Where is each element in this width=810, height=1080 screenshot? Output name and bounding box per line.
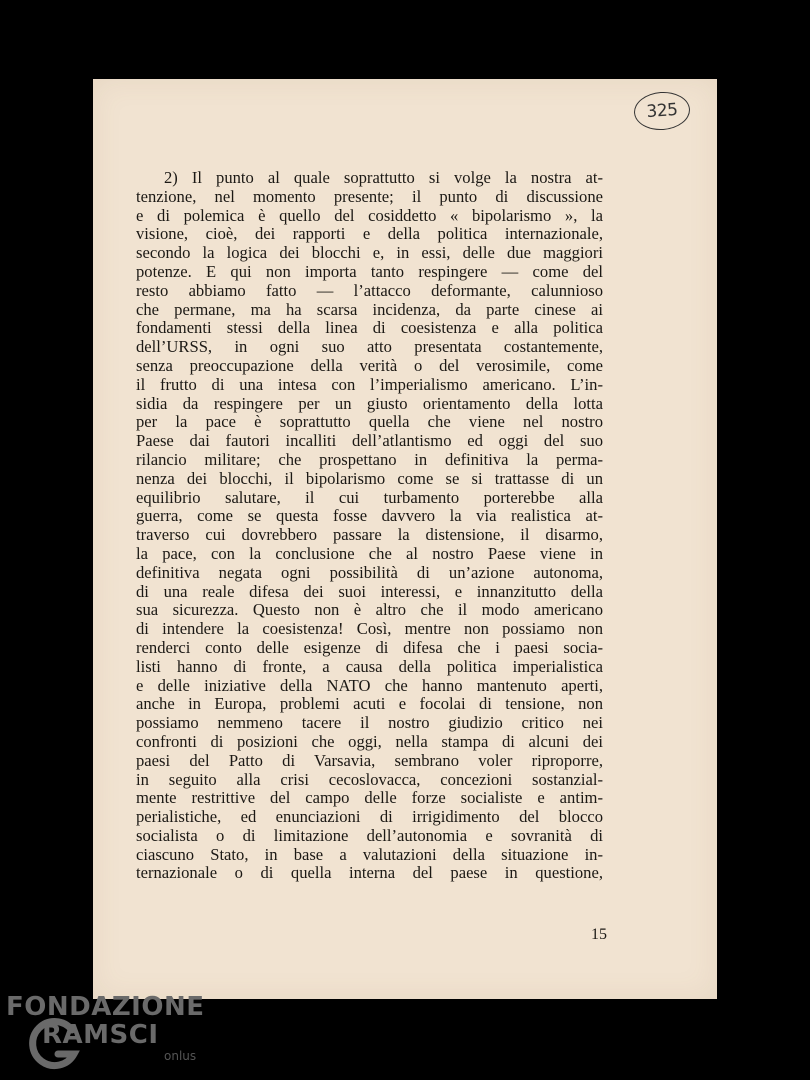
text-line: in seguito alla crisi cecoslovacca, concezioni sostanzial- (136, 769, 603, 789)
text-line: dell’URSS, in ogni suo atto presentata costantemente, (136, 337, 603, 357)
text-line: secondo la logica dei blocchi e, in essi, delle due maggiori (136, 243, 603, 263)
archive-number-stamp: 325 (633, 90, 692, 132)
text-line: sidia da respingere per un giusto orientamento della lotta (136, 393, 603, 413)
text-line: equilibrio salutare, il cui turbamento porterebbe alla (136, 487, 603, 507)
text-line: sua sicurezza. Questo non è altro che il modo americano (136, 600, 603, 620)
text-line: guerra, come se questa fosse davvero la via realistica at- (136, 506, 603, 526)
text-line: listi hanno di fronte, a causa della politica imperialistica (136, 656, 603, 676)
text-line: e delle iniziative della NATO che hanno mantenuto aperti, (136, 675, 603, 695)
text-line: paesi del Patto di Varsavia, sembrano voler riproporre, (136, 750, 603, 770)
text-line: la pace, con la conclusione che al nostro Paese viene in (136, 543, 603, 563)
text-line: di intendere la coesistenza! Così, mentre non possiamo non (136, 619, 603, 639)
text-line: resto abbiamo fatto — l’attacco deformante, calunnioso (136, 280, 603, 300)
fondazione-gramsci-watermark (6, 992, 206, 1072)
watermark-suffix: onlus (164, 1049, 197, 1063)
text-line: ternazionale o di quella interna del paese in questione, (136, 863, 603, 883)
text-line: nenza dei blocchi, il bipolarismo come se si trattasse di un (136, 468, 603, 488)
text-line: possiamo nemmeno tacere il nostro giudizio critico nei (136, 713, 603, 733)
text-line: 2) Il punto al quale soprattutto si volge la nostra at- (164, 168, 603, 187)
text-line: fondamenti stessi della linea di coesistenza e alla politica (136, 318, 603, 338)
text-line: visione, cioè, dei rapporti e della politica internazionale, (136, 224, 603, 244)
text-line: renderci conto delle esigenze di difesa che i paesi socia- (136, 637, 603, 657)
text-line: rilancio militare; che prospettano in definitiva la perma- (136, 449, 603, 469)
body-text (136, 169, 603, 883)
watermark-subtitle: RAMSCI (42, 1020, 159, 1050)
text-line: perialistiche, ed enunciazioni di irrigidimento del blocco (136, 807, 603, 827)
text-line: potenze. E qui non importa tanto respingere — come del (136, 261, 603, 281)
text-line: mente restrittive del campo delle forze socialiste e antim- (136, 788, 603, 808)
text-line: e di polemica è quello del cosiddetto « bipolarismo », la (136, 205, 603, 225)
text-line: per la pace è soprattutto quella che viene nel nostro (136, 412, 603, 432)
text-line: il frutto di una intesa con l’imperialismo americano. L’in- (136, 374, 603, 394)
text-line: di una reale difesa dei suoi interessi, e innanzitutto della (136, 581, 603, 601)
text-line: tenzione, nel momento presente; il punto di discussione (136, 186, 603, 206)
document-page (93, 79, 717, 999)
text-line: senza preoccupazione della verità o del verosimile, come (136, 355, 603, 375)
text-line: ciascuno Stato, in base a valutazioni della situazione in- (136, 844, 603, 864)
text-line: che permane, ma ha scarsa incidenza, da parte cinese ai (136, 299, 603, 319)
text-line: definitiva negata ogni possibilità di un’azione autonoma, (136, 562, 603, 582)
page-number: 15 (591, 926, 607, 943)
text-line: confronti di posizioni che oggi, nella stampa di alcuni dei (136, 731, 603, 751)
text-line: socialista o di limitazione dell’autonomia e sovranità di (136, 825, 603, 845)
text-line: Paese dai fautori incalliti dell’atlantismo ed oggi del suo (136, 431, 603, 451)
text-line: anche in Europa, problemi acuti e focolai di tensione, non (136, 694, 603, 714)
text-line: traverso cui dovrebbero passare la distensione, il disarmo, (136, 525, 603, 545)
watermark-title: FONDAZIONE (6, 992, 205, 1022)
